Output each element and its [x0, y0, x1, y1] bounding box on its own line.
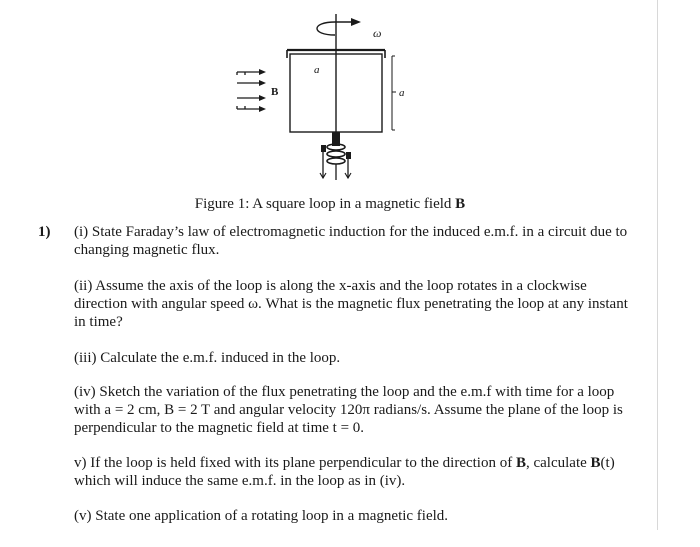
square-loop-figure: [225, 8, 455, 188]
question-part-ii: (ii) Assume the axis of the loop is along the x-axis and the loop rotates in a clockwise direction with angular speed ω. What is the magnetic flux penetrating the loop at any instant in time?: [74, 278, 628, 330]
magnetic-field-B-label: B: [271, 86, 279, 98]
magnetic-field-arrows: [237, 69, 266, 112]
omega-label: ω: [373, 26, 382, 40]
question-part-v-b: (v) State one application of a rotating loop in a magnetic field.: [74, 508, 449, 524]
rotation-arrow-icon: [317, 22, 351, 35]
rotation-arrowhead-icon: [351, 18, 361, 26]
question-part-iii: (iii) Calculate the e.m.f. induced in the loop.: [74, 350, 341, 366]
question-part-iv: (iv) Sketch the variation of the flux penetrating the loop and the e.m.f with time for a loop with a = 2 cm, B = 2 T and angular velocity 120π radians/s. Assume the plane of the loop is perpendicular to the magnetic field at time t = 0.: [74, 384, 623, 436]
slip-rings-brushes: [320, 132, 351, 180]
dimension-a-top-label: a: [314, 64, 320, 76]
question-part-v-a: v) If the loop is held fixed with its plane perpendicular to the direction of B, calculate B(t) which will induce the same e.m.f. in the loop as in (iv).: [74, 455, 615, 489]
dimension-a-side-label: a: [399, 87, 405, 99]
page-right-border: [657, 0, 658, 530]
question-number: 1): [38, 224, 51, 240]
figure-caption: Figure 1: A square loop in a magnetic field B: [194, 196, 466, 212]
question-part-i: (i) State Faraday’s law of electromagnetic induction for the induced e.m.f. in a circuit due to changing magnetic flux.: [74, 224, 628, 258]
